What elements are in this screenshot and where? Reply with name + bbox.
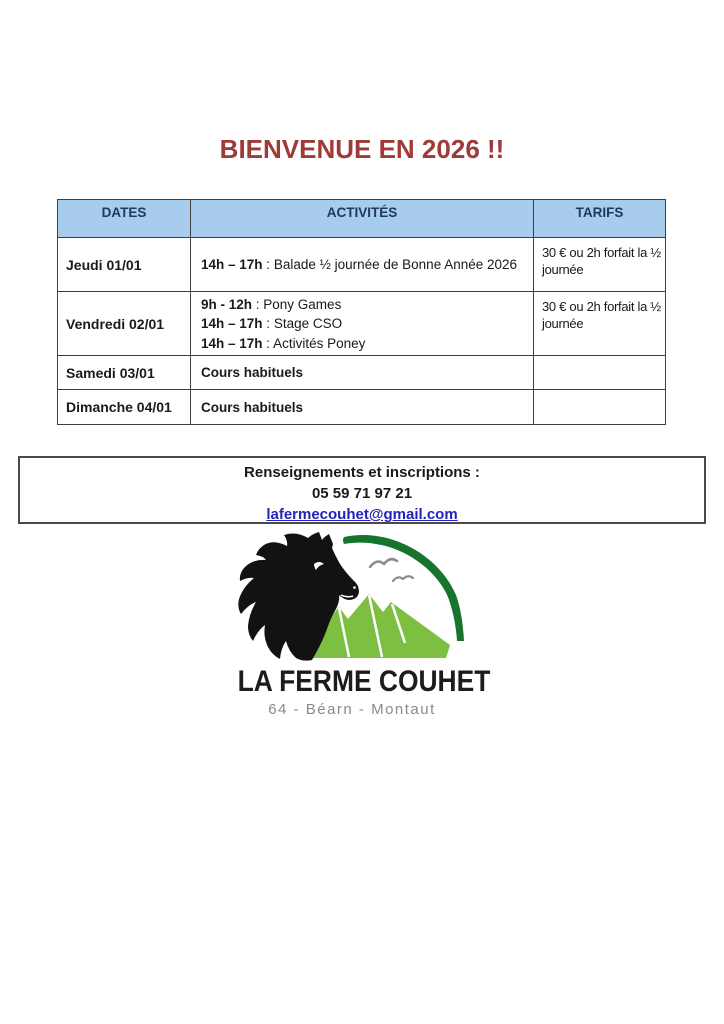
- contact-heading: Renseignements et inscriptions :: [244, 464, 480, 481]
- date-cell: Samedi 03/01: [58, 356, 191, 390]
- activity-line: [201, 335, 529, 352]
- activity-label: Balade ½ journée de Bonne Année 2026: [273, 257, 518, 272]
- col-header-tarifs: TARIFS: [534, 200, 666, 238]
- activity-time: Cours habituels: [201, 399, 304, 415]
- activity-separator: :: [252, 296, 264, 312]
- schedule-table: [57, 199, 666, 425]
- activity-label: Activités Poney: [273, 335, 366, 351]
- date-cell: Vendredi 02/01: [58, 292, 191, 356]
- col-header-activites: ACTIVITÉS: [191, 200, 534, 238]
- activity-label: Pony Games: [263, 296, 342, 312]
- horse-nostril-icon: [353, 586, 356, 589]
- logo-name: LA FERME COUHET: [237, 665, 491, 698]
- tarif-cell: 30 € ou 2h forfait la ½ journée: [534, 238, 666, 292]
- logo-location: 64 - Béarn - Montaut: [268, 701, 436, 718]
- logo: [222, 531, 491, 718]
- activity-separator: :: [262, 316, 274, 331]
- activity-line: [201, 364, 529, 381]
- table-row: [58, 292, 666, 356]
- col-header-dates: DATES: [58, 200, 191, 238]
- activity-time: 9h - 12h: [201, 296, 253, 312]
- activity-separator: :: [262, 257, 274, 272]
- bird-icon: [393, 576, 413, 581]
- activity-line: [201, 256, 529, 273]
- activities-cell: [191, 238, 534, 292]
- table-row: [58, 356, 666, 390]
- table-row: [58, 238, 666, 292]
- table-header-row: [58, 200, 666, 238]
- logo-graphic: [232, 531, 472, 663]
- tarif-cell: [534, 356, 666, 390]
- activity-line: [201, 399, 529, 416]
- activity-time: 14h – 17h: [201, 316, 263, 331]
- tarif-cell: 30 € ou 2h forfait la ½ journée: [534, 292, 666, 356]
- contact-phone: 05 59 71 97 21: [311, 485, 413, 502]
- bird-icon: [370, 559, 397, 567]
- activity-separator: :: [262, 335, 274, 351]
- contact-email-link[interactable]: lafermecouhet@gmail.com: [266, 506, 458, 523]
- page-title: BIENVENUE EN 2026 !!: [219, 134, 505, 164]
- activity-time: 14h – 17h: [201, 335, 263, 351]
- activity-label: Stage CSO: [273, 316, 343, 331]
- activity-line: [201, 315, 529, 332]
- contact-box: [18, 456, 706, 524]
- tarif-cell: [534, 390, 666, 425]
- activities-cell: [191, 292, 534, 356]
- activity-time: 14h – 17h: [201, 257, 263, 272]
- date-cell: Dimanche 04/01: [58, 390, 191, 425]
- activity-line: [201, 296, 529, 313]
- activities-cell: [191, 356, 534, 390]
- activity-time: Cours habituels: [201, 365, 304, 380]
- table-row: [58, 390, 666, 425]
- activities-cell: [191, 390, 534, 425]
- date-cell: Jeudi 01/01: [58, 238, 191, 292]
